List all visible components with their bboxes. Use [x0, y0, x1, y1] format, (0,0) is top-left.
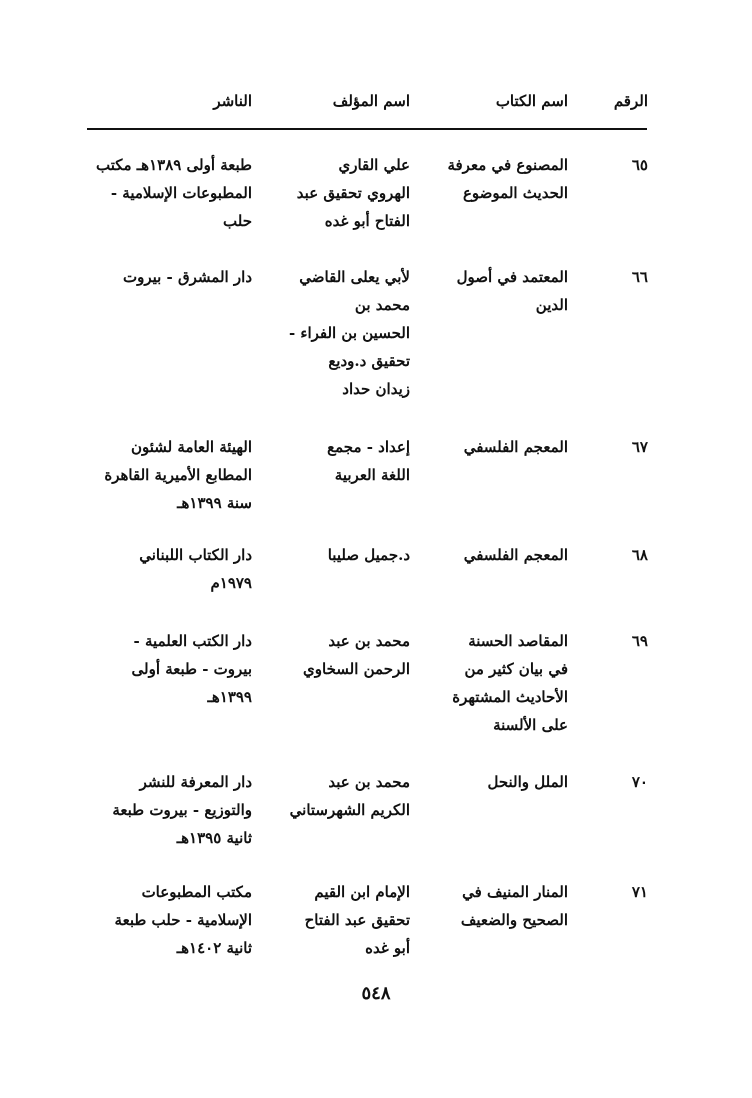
author-cell-line: محمد بن — [354, 296, 410, 314]
author-cell-line: الفتاح أبو غده — [324, 212, 410, 230]
author-cell-line: الهروي تحقيق عبد — [296, 184, 410, 202]
book-title-cell-line: المصنوع في معرفة — [447, 156, 568, 174]
book-title-cell — [446, 433, 568, 461]
publisher-cell-line: ثانية ١٤٠٢هـ — [176, 939, 252, 957]
publisher-cell — [87, 768, 252, 852]
publisher-cell — [87, 627, 252, 711]
book-title-cell-line: الدين — [535, 296, 568, 314]
column-header-number: الرقم — [613, 92, 648, 110]
publisher-cell-line: ١٣٩٩هـ — [207, 688, 252, 706]
author-cell-line: علي القاري — [338, 156, 410, 174]
book-title-cell-line: المعجم الفلسفي — [463, 438, 568, 456]
author-cell-line: الإمام ابن القيم — [314, 883, 410, 901]
book-title-cell-line: المقاصد الحسنة — [468, 632, 568, 650]
publisher-cell-line: طبعة أولى ١٣٨٩هـ مكتب — [95, 156, 252, 174]
book-title-cell-line: المنار المنيف في — [462, 883, 568, 901]
book-title-cell-line: المعجم الفلسفي — [463, 546, 568, 564]
publisher-cell-line: الهيئة العامة لشئون — [130, 438, 252, 456]
publisher-cell-line: المطبوعات الإسلامية - — [110, 184, 252, 202]
author-cell — [270, 878, 410, 962]
book-title-cell-line: المعتمد في أصول — [456, 268, 568, 286]
author-cell-line: الحسين بن الفراء - — [288, 324, 410, 342]
author-cell-line: أبو غده — [365, 939, 410, 957]
author-cell — [270, 151, 410, 235]
book-title-cell — [446, 768, 568, 796]
publisher-cell-line: ١٩٧٩م — [210, 574, 252, 592]
author-cell-line: تحقيق د.وديع — [328, 352, 410, 370]
publisher-cell-line: ثانية ١٣٩٥هـ — [176, 829, 252, 847]
column-header-book-title: اسم الكتاب — [495, 92, 568, 110]
publisher-cell — [87, 263, 252, 291]
book-title-cell — [446, 627, 568, 739]
author-cell-line: الرحمن السخاوي — [303, 660, 410, 678]
author-cell-line: زيدان حداد — [342, 380, 410, 398]
publisher-cell-line: حلب — [223, 212, 252, 230]
publisher-cell-line: دار الكتب العلمية - — [133, 632, 252, 650]
book-title-cell — [446, 151, 568, 207]
author-cell — [270, 627, 410, 683]
column-header-publisher: الناشر — [213, 92, 252, 110]
publisher-cell-line: بيروت - طبعة أولى — [131, 660, 252, 678]
publisher-cell — [87, 433, 252, 517]
publisher-cell — [87, 878, 252, 962]
publisher-cell-line: سنة ١٣٩٩هـ — [177, 494, 252, 512]
author-cell-line: محمد بن عبد — [328, 632, 410, 650]
book-title-cell-line: الحديث الموضوع — [462, 184, 568, 202]
author-cell-line: تحقيق عبد الفتاح — [304, 911, 410, 929]
author-cell-line: إعداد - مجمع — [327, 438, 410, 456]
publisher-cell-line: دار الكتاب اللبناني — [139, 546, 252, 564]
row-number: ٦٧ — [631, 438, 648, 456]
book-title-cell — [446, 878, 568, 934]
row-number: ٧١ — [631, 883, 648, 901]
author-cell — [270, 541, 410, 569]
column-header-author: اسم المؤلف — [332, 92, 410, 110]
row-number: ٦٥ — [631, 156, 648, 174]
author-cell-line: اللغة العربية — [334, 466, 410, 484]
author-cell-line: د.جميل صليبا — [327, 546, 410, 564]
book-title-cell-line: الأحاديث المشتهرة — [452, 688, 568, 706]
page-number: ٥٤٨ — [361, 983, 391, 1004]
author-cell-line: لأبي يعلى القاضي — [299, 268, 410, 286]
publisher-cell-line: المطابع الأميرية القاهرة — [104, 466, 252, 484]
row-number: ٦٩ — [631, 632, 648, 650]
book-title-cell-line: على الألسنة — [493, 716, 568, 734]
author-cell — [270, 433, 410, 489]
book-title-cell-line: في بيان كثير من — [464, 660, 568, 678]
row-number: ٦٨ — [631, 546, 648, 564]
book-title-cell — [446, 263, 568, 319]
book-title-cell-line: الصحيح والضعيف — [460, 911, 568, 929]
publisher-cell — [87, 151, 252, 235]
publisher-cell-line: الإسلامية - حلب طبعة — [114, 911, 252, 929]
author-cell-line: الكريم الشهرستاني — [289, 801, 410, 819]
author-cell-line: محمد بن عبد — [328, 773, 410, 791]
book-title-cell — [446, 541, 568, 569]
publisher-cell-line: مكتب المطبوعات — [141, 883, 252, 901]
header-divider — [87, 128, 647, 130]
row-number: ٧٠ — [631, 773, 648, 791]
author-cell — [270, 263, 410, 403]
publisher-cell — [87, 541, 252, 597]
publisher-cell-line: والتوزيع - بيروت طبعة — [112, 801, 252, 819]
publisher-cell-line: دار المعرفة للنشر — [139, 773, 252, 791]
row-number: ٦٦ — [631, 268, 648, 286]
publisher-cell-line: دار المشرق - بيروت — [122, 268, 252, 286]
book-title-cell-line: الملل والنحل — [487, 773, 568, 791]
author-cell — [270, 768, 410, 824]
